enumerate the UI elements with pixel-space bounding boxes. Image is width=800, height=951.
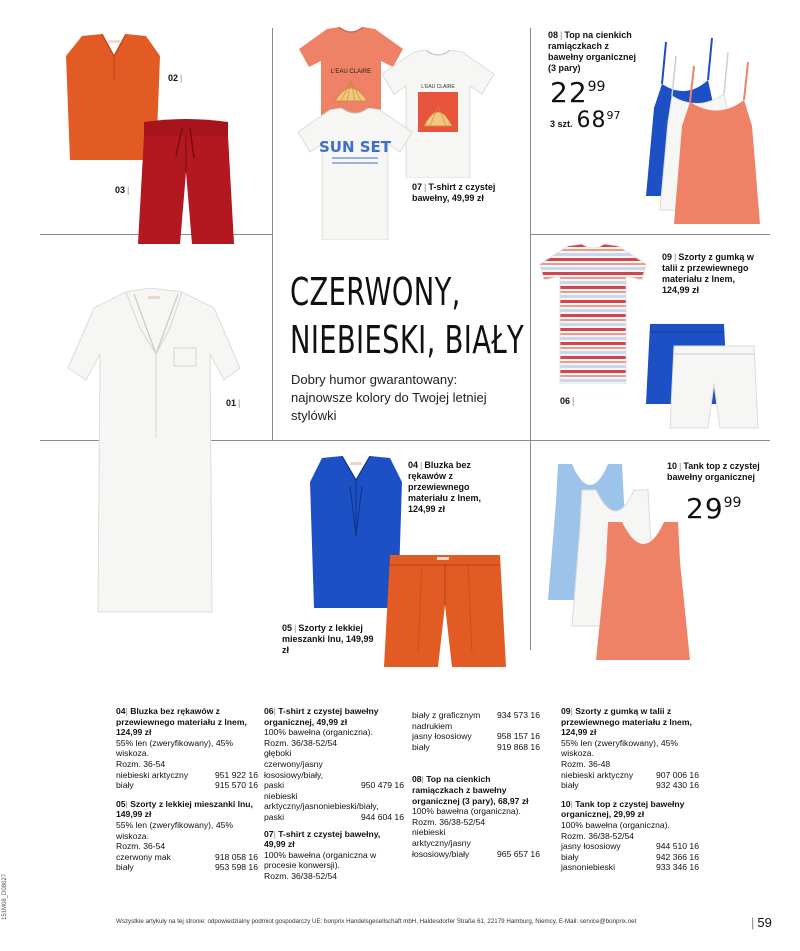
spec-06-desc: 100% bawełna (organiczna). xyxy=(264,727,373,738)
price-10: 2999 xyxy=(686,492,742,525)
spec-05-title: 05| Szorty z lekkiej mieszanki lnu, 149,99 zł xyxy=(116,798,253,820)
label-08: 08 | Top na cienkich ramiączkach z bawełny organicznej (3 pary) xyxy=(548,30,637,73)
price-08-multi: 3 szt. $68^{97}$ xyxy=(550,108,621,133)
specs-column-3 xyxy=(412,710,540,859)
product-10-tank-salmon[interactable] xyxy=(594,520,694,662)
page-subhead: Dobry humor gwarantowany: najnowsze kolory do Twojej letniej stylówki xyxy=(291,372,487,423)
label-03: 03 | xyxy=(115,185,130,195)
spec-05-size: Rozm. 36-54 xyxy=(116,841,166,852)
spec-10-desc: 100% bawełna (organiczna). xyxy=(561,819,670,830)
svg-text:L'EAU CLAIRE: L'EAU CLAIRE xyxy=(421,84,455,90)
spec-04-row: biały 915 570 16 xyxy=(116,780,258,791)
product-03-red-shorts[interactable] xyxy=(136,116,236,246)
specs-column-2 xyxy=(264,706,404,882)
spec-04-title: 04| Bluzka bez rękawów z przewiewnego materiału z lnem, 124,99 zł xyxy=(116,706,247,738)
label-09: 09 | Szorty z gumką w talii z przewiewnego materiału z lnem, 124,99 zł xyxy=(662,252,754,295)
spec-09-row: niebieski arktyczny 907 006 16 xyxy=(561,769,699,780)
spec-10-row: jasny łososiowy 944 510 16 xyxy=(561,841,699,852)
spec-07-row: biały z graficznym nadrukiem 934 573 16 xyxy=(412,710,540,731)
product-06-striped-tshirt[interactable] xyxy=(538,244,648,384)
label-10: 10 | Tank top z czystej bawełny organicznej xyxy=(667,461,760,482)
spec-08-row: niebieski arktyczny/jasny łososiowy/biały 965 657 16 xyxy=(412,827,540,859)
spec-05-row: czerwony mak 918 058 16 xyxy=(116,851,258,862)
specs-column-1 xyxy=(116,706,258,873)
spec-09-title: 09| Szorty z gumką w talii z przewiewnego materiału z lnem, 124,99 zł xyxy=(561,706,692,738)
spec-08-desc: 100% bawełna (organiczna). xyxy=(412,806,521,817)
spec-06-row: głęboki czerwony/jasny łososiowy/biały, paski 950 479 16 xyxy=(264,748,404,791)
spec-10-row: jasnoniebieski 933 346 16 xyxy=(561,862,699,873)
spec-09-desc: 55% len (zweryfikowany), 45% wiskoza. xyxy=(561,737,679,759)
page-headline: CZERWONY, NIEBIESKI, BIAŁY xyxy=(290,270,525,362)
spec-09-size: Rozm. 36-48 xyxy=(561,758,611,769)
product-08-camisole-salmon[interactable] xyxy=(670,62,766,226)
spec-04-row: niebieski arktyczny 951 922 16 xyxy=(116,769,258,780)
spec-07-row: jasny łososiowy 958 157 16 xyxy=(412,731,540,742)
spec-10-row: biały 942 366 16 xyxy=(561,851,699,862)
label-04: 04 | Bluzka bez rękawów z przewiewnego materiału z lnem, 124,99 zł xyxy=(408,460,482,514)
label-05: 05 | Szorty z lekkiej mieszanki lnu, 149,99 zł xyxy=(282,623,374,655)
label-01: 01 | xyxy=(226,398,241,408)
spec-05-desc: 55% len (zweryfikowany), 45% wiskoza. xyxy=(116,819,234,841)
spec-05-row: biały 953 598 16 xyxy=(116,862,258,873)
spec-07-size: Rozm. 36/38-52/54 xyxy=(264,870,338,881)
spec-06-size: Rozm. 36/38-52/54 xyxy=(264,737,338,748)
product-05-orange-shorts[interactable] xyxy=(382,553,508,669)
spec-10-title: 10| Tank top z czystej bawełny organicznej, 29,99 zł xyxy=(561,798,685,820)
product-09-white-shorts[interactable] xyxy=(668,344,760,430)
spec-08-size: Rozm. 36/38-52/54 xyxy=(412,816,486,827)
product-01-white-dress[interactable] xyxy=(64,288,244,614)
spec-07-row: biały 919 868 16 xyxy=(412,741,540,752)
spec-09-row: biały 932 430 16 xyxy=(561,780,699,791)
grid-line xyxy=(530,234,770,235)
spec-10-size: Rozm. 36/38-52/54 xyxy=(561,830,635,841)
grid-line xyxy=(272,28,273,440)
spec-04-desc: 55% len (zweryfikowany), 45% wiskoza. xyxy=(116,737,234,759)
price-08-single: 2299 xyxy=(550,76,606,109)
tshirt-slogan-print: SUN SET xyxy=(318,138,392,156)
product-07-tshirt-white-sunset[interactable] xyxy=(296,108,414,240)
label-07: 07 | T-shirt z czystej bawełny, 49,99 zł xyxy=(412,182,496,203)
page-number: | 59 xyxy=(751,915,772,930)
grid-line xyxy=(530,440,531,650)
spec-07-desc: 100% bawełna (organiczna w procesie konwersji). xyxy=(264,849,377,871)
tshirt-brand-print: L'EAU CLAIRE xyxy=(330,69,372,75)
spec-08-title: 08| Top na cienkich ramiączkach z bawełny organicznej (3 pary), 68,97 zł xyxy=(412,774,529,806)
spec-07-title: 07| T-shirt z czystej bawełny, 49,99 zł xyxy=(264,828,381,850)
label-02: 02 | xyxy=(168,73,183,83)
label-06: 06 | xyxy=(560,396,575,406)
spec-06-row: niebieski arktyczny/jasnoniebieski/biały, paski 944 604 16 xyxy=(264,790,404,822)
legal-footer: Wszystkie artykuły na tej stronie: odpowiedzialny podmiot gospodarczy UE: bonprix Handelsgesellschaft mbH, Haldesdorfer Straße 61, 22179 Hamburg, Niemcy, E-Mail: service@bonprix.net xyxy=(116,918,637,925)
specs-column-4 xyxy=(561,706,699,873)
spec-06-title: 06| T-shirt z czystej bawełny organicznej, 49,99 zł xyxy=(264,706,379,727)
spec-04-size: Rozm. 36-54 xyxy=(116,758,166,769)
side-code: 151M08_D08027 xyxy=(2,873,8,920)
